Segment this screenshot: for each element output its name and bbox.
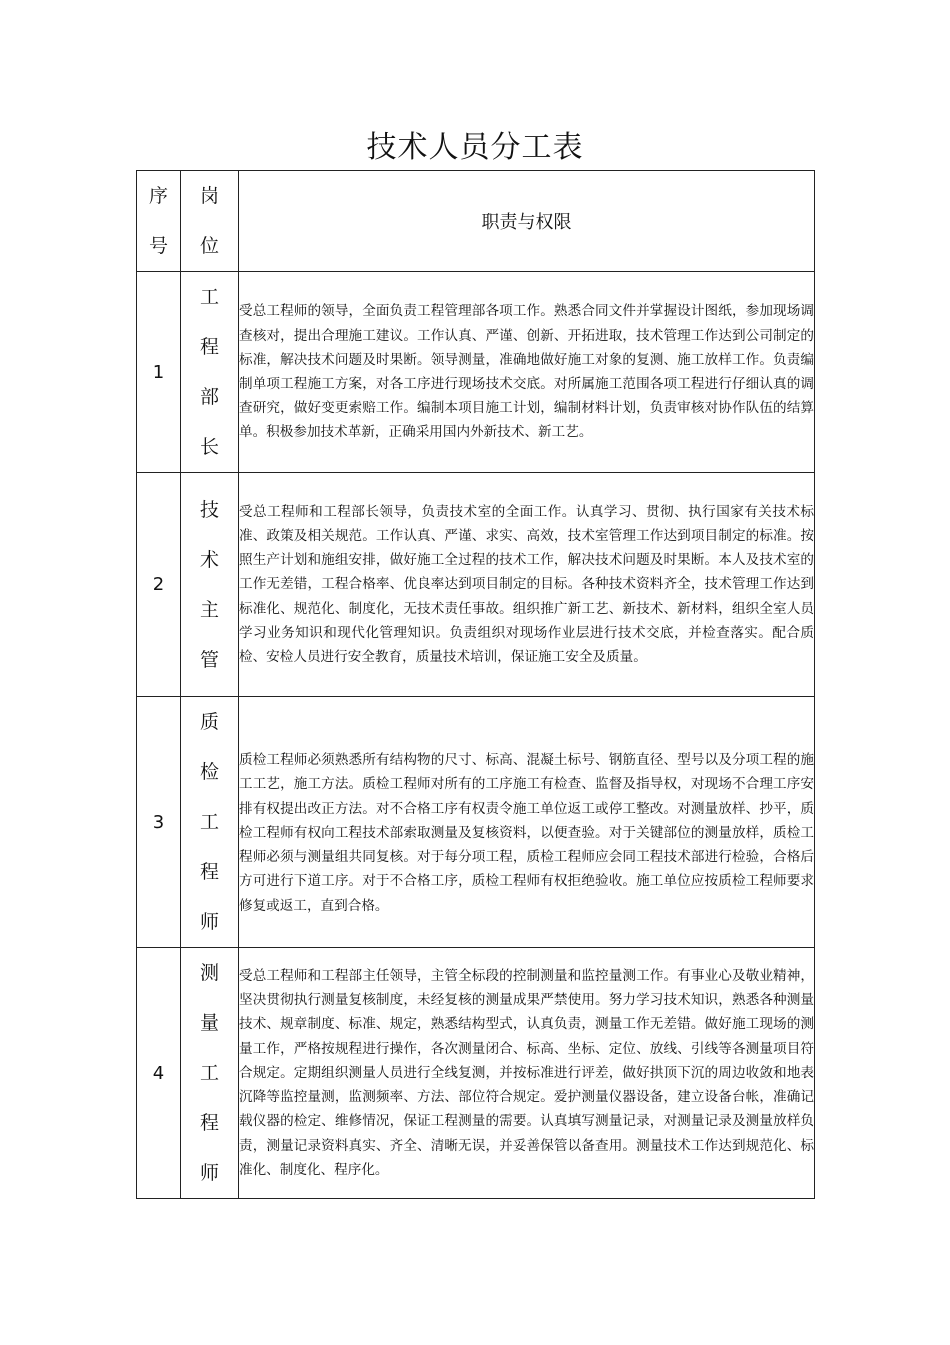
row-position: 技 术 主 管 xyxy=(181,473,239,697)
table-header-row xyxy=(137,171,815,272)
row-duty: 受总工程师的领导，全面负责工程管理部各项工作。熟悉合同文件并掌握设计图纸，参加现场调查核对，提出合理施工建议。工作认真、严谨、创新、开拓进取，技术管理工作达到公司制定的标准，解决技术问题及时果断。领导测量，准确地做好施工对象的复测、施工放样工作。负责编制单项工程施工方案，对各工序进行现场技术交底。对所属施工范围各项工程进行仔细认真的调查研究，做好变更索赔工作。编制本项目施工计划，编制材料计划，负责审核对协作队伍的结算单。积极参加技术革新，正确采用国内外新技术、新工艺。 xyxy=(239,272,815,473)
row-number: 1 xyxy=(137,272,181,473)
row-number: 3 xyxy=(137,697,181,948)
row-number: 4 xyxy=(137,948,181,1199)
row-duty: 质检工程师必须熟悉所有结构物的尺寸、标高、混凝土标号、钢筋直径、型号以及分项工程的施工工艺，施工方法。质检工程师对所有的工序施工有检查、监督及指导权，对现场不合理工序安排有权提出改正方法。对不合格工序有权责令施工单位返工或停工整改。对测量放样、抄平，质检工程师有权向工程技术部索取测量及复核资料，以便查验。对于关键部位的测量放样，质检工程师必须与测量组共同复核。对于每分项工程，质检工程师应会同工程技术部进行检验，合格后方可进行下道工序。对于不合格工序，质检工程师有权拒绝验收。施工单位应按质检工程师要求修复或返工，直到合格。 xyxy=(239,697,815,948)
row-position: 测 量 工 程 师 xyxy=(181,948,239,1199)
row-position: 质 检 工 程 师 xyxy=(181,697,239,948)
table-row xyxy=(137,473,815,697)
table-row xyxy=(137,272,815,473)
row-duty: 受总工程师和工程部长领导，负责技术室的全面工作。认真学习、贯彻、执行国家有关技术标准、政策及相关规范。工作认真、严谨、求实、高效，技术室管理工作达到项目制定的标准。按照生产计划和施组安排，做好施工全过程的技术工作，解决技术问题及时果断。本人及技术室的工作无差错，工程合格率、优良率达到项目制定的目标。各种技术资料齐全，技术管理工作达到标准化、规范化、制度化，无技术责任事故。组织推广新工艺、新技术、新材料，组织全室人员学习业务知识和现代化管理知识。负责组织对现场作业层进行技术交底，并检查落实。配合质检、安检人员进行安全教育，质量技术培训，保证施工安全及质量。 xyxy=(239,473,815,697)
table-row xyxy=(137,697,815,948)
row-position: 工 程 部 长 xyxy=(181,272,239,473)
page-title: 技术人员分工表 xyxy=(366,130,584,165)
header-duty: 职责与权限 xyxy=(239,171,815,272)
duty-table xyxy=(136,170,815,1199)
header-position: 岗 位 xyxy=(181,171,239,272)
row-duty: 受总工程师和工程部主任领导，主管全标段的控制测量和监控量测工作。有事业心及敬业精神，坚决贯彻执行测量复核制度，未经复核的测量成果严禁使用。努力学习技术知识，熟悉各种测量技术、规章制度、标准、规定，熟悉结构型式，认真负责，测量工作无差错。做好施工现场的测量工作，严格按规程进行操作，各次测量闭合、标高、坐标、定位、放线、引线等各测量项目符合规定。定期组织测量人员进行全线复测，并按标准进行评差，做好拱顶下沉的周边收敛和地表沉降等监控量测，监测频率、方法、部位符合规定。爱护测量仪器设备，建立设备台帐，准确记载仪器的检定、维修情况，保证工程测量的需要。认真填写测量记录，对测量记录及测量放样负责，测量记录资料真实、齐全、清晰无误，并妥善保管以备查用。测量技术工作达到规范化、标准化、制度化、程序化。 xyxy=(239,948,815,1199)
header-number: 序 号 xyxy=(137,171,181,272)
table-row xyxy=(137,948,815,1199)
row-number: 2 xyxy=(137,473,181,697)
